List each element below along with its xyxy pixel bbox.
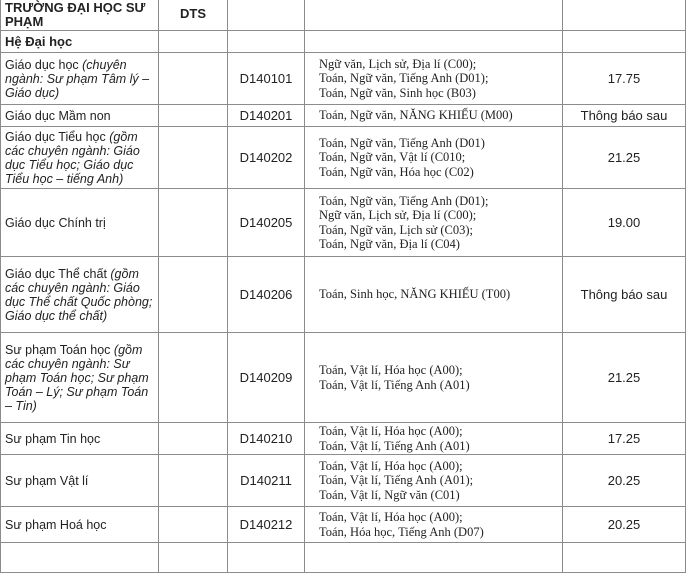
- program-code: D140206: [228, 257, 305, 333]
- empty-cell: [563, 31, 686, 53]
- subject-combinations: [305, 53, 563, 105]
- subject-combination: Toán, Vật lí, Ngữ văn (C01): [319, 487, 460, 502]
- program-specialization: (gồm các chuyên ngành: Sư phạm Toán học; Sư phạm Toán – Lý; Sư phạm Toán – Tin): [5, 342, 149, 413]
- subject-combination: Toán, Ngữ văn, NĂNG KHIẾU (M00): [319, 108, 513, 123]
- program-title: Sư phạm Toán học: [5, 342, 111, 357]
- program-code: D140201: [228, 105, 305, 127]
- system-label: Hệ Đại học: [1, 31, 159, 53]
- subject-combination: Ngữ văn, Lịch sử, Địa lí (C00);: [319, 56, 477, 71]
- program-name: [1, 333, 159, 423]
- program-title: Sư phạm Hoá học: [5, 517, 107, 532]
- subject-combination: Toán, Vật lí, Tiếng Anh (A01): [319, 438, 470, 453]
- program-row: [1, 257, 686, 333]
- program-code: D140101: [228, 53, 305, 105]
- program-name: [1, 507, 159, 543]
- program-row: [1, 507, 686, 543]
- empty-cell: [228, 543, 305, 573]
- subject-combinations: [305, 189, 563, 257]
- subject-combinations: [305, 333, 563, 423]
- program-row: [1, 127, 686, 189]
- subject-combination: Toán, Vật lí, Hóa học (A00);: [319, 510, 463, 524]
- empty-cell: [228, 31, 305, 53]
- empty-cell: [228, 0, 305, 31]
- empty-cell: [159, 455, 228, 507]
- program-row: [1, 423, 686, 455]
- empty-cell: [305, 0, 563, 31]
- program-name: [1, 53, 159, 105]
- program-code: D140205: [228, 189, 305, 257]
- program-row: [1, 189, 686, 257]
- subject-combination: Toán, Ngữ văn, Địa lí (C04): [319, 237, 460, 251]
- empty-cell: [159, 127, 228, 189]
- empty-cell: [159, 333, 228, 423]
- system-row: [1, 31, 686, 53]
- program-title: Giáo dục Thể chất: [5, 266, 107, 281]
- cutoff-score: 20.25: [563, 455, 686, 507]
- school-row: [1, 0, 686, 31]
- subject-combination: Ngữ văn, Lịch sử, Địa lí (C00);: [319, 208, 477, 222]
- subject-combination: Toán, Ngữ văn, Tiếng Anh (D01);: [319, 193, 489, 208]
- cutoff-score: 17.75: [563, 53, 686, 105]
- subject-combination: Toán, Ngữ văn, Tiếng Anh (D01);: [319, 71, 489, 86]
- program-code: D140212: [228, 507, 305, 543]
- empty-cell: [159, 53, 228, 105]
- subject-combination: Toán, Vật lí, Tiếng Anh (A01): [319, 377, 470, 392]
- program-row: [1, 333, 686, 423]
- program-code: D140211: [228, 455, 305, 507]
- school-abbreviation: DTS: [159, 0, 228, 31]
- cutoff-score: 19.00: [563, 189, 686, 257]
- program-name: [1, 455, 159, 507]
- subject-combinations: [305, 507, 563, 543]
- subject-combination: Toán, Ngữ văn, Lịch sử (C03);: [319, 222, 473, 237]
- subject-combination: Toán, Ngữ văn, Sinh học (B03): [319, 85, 476, 100]
- program-row: [1, 105, 686, 127]
- empty-cell: [159, 189, 228, 257]
- subject-combinations: [305, 257, 563, 333]
- empty-cell: [159, 31, 228, 53]
- subject-combination: Toán, Ngữ văn, Vật lí (C010;: [319, 150, 466, 165]
- empty-cell: [305, 31, 563, 53]
- empty-cell: [1, 543, 159, 573]
- subject-combination: Toán, Vật lí, Hóa học (A00);: [319, 458, 463, 473]
- program-name: [1, 127, 159, 189]
- program-title: Sư phạm Tin học: [5, 431, 101, 446]
- cutoff-score: Thông báo sau: [563, 105, 686, 127]
- empty-cell: [159, 543, 228, 573]
- subject-combinations: [305, 423, 563, 455]
- empty-cell: [159, 507, 228, 543]
- program-name: [1, 189, 159, 257]
- cutoff-score: Thông báo sau: [563, 257, 686, 333]
- program-code: D140202: [228, 127, 305, 189]
- cutoff-score: 17.25: [563, 423, 686, 455]
- cutoff-row: [1, 543, 686, 573]
- program-title: Giáo dục học: [5, 57, 79, 72]
- program-title: Giáo dục Chính trị: [5, 215, 106, 230]
- program-title: Giáo dục Tiểu học: [5, 129, 106, 144]
- school-name: TRƯỜNG ĐẠI HỌC SƯ PHẠM: [1, 0, 159, 31]
- cutoff-score: 20.25: [563, 507, 686, 543]
- cutoff-score: 21.25: [563, 333, 686, 423]
- subject-combinations: [305, 105, 563, 127]
- program-name: [1, 423, 159, 455]
- empty-cell: [305, 543, 563, 573]
- empty-cell: [159, 423, 228, 455]
- subject-combinations: [305, 127, 563, 189]
- program-row: [1, 455, 686, 507]
- empty-cell: [159, 257, 228, 333]
- cutoff-score: 21.25: [563, 127, 686, 189]
- subject-combination: Toán, Vật lí, Tiếng Anh (A01);: [319, 473, 474, 488]
- subject-combination: Toán, Vật lí, Hóa học (A00);: [319, 424, 463, 438]
- program-specialization: (gồm các chuyên ngành: Giáo dục Thể chất Quốc phòng; Giáo dục thể chất): [5, 266, 153, 323]
- program-title: Sư phạm Vật lí: [5, 473, 89, 488]
- empty-cell: [159, 105, 228, 127]
- program-code: D140210: [228, 423, 305, 455]
- subject-combination: Toán, Hóa học, Tiếng Anh (D07): [319, 524, 484, 539]
- empty-cell: [563, 0, 686, 31]
- program-name: [1, 257, 159, 333]
- subject-combinations: [305, 455, 563, 507]
- subject-combination: Toán, Ngữ văn, Tiếng Anh (D01): [319, 135, 485, 150]
- subject-combination: Toán, Ngữ văn, Hóa học (C02): [319, 164, 474, 179]
- program-specialization: (gồm các chuyên ngành: Giáo dục Tiểu học; Giáo dục Tiểu học – tiếng Anh): [5, 129, 140, 186]
- program-specialization: (chuyên ngành: Sư phạm Tâm lý – Giáo dục): [5, 57, 150, 100]
- program-name: [1, 105, 159, 127]
- subject-combination: Toán, Vật lí, Hóa học (A00);: [319, 363, 463, 377]
- subject-combination: Toán, Sinh học, NĂNG KHIẾU (T00): [319, 287, 511, 302]
- program-code: D140209: [228, 333, 305, 423]
- program-row: [1, 53, 686, 105]
- empty-cell: [563, 543, 686, 573]
- program-title: Giáo dục Mầm non: [5, 108, 111, 123]
